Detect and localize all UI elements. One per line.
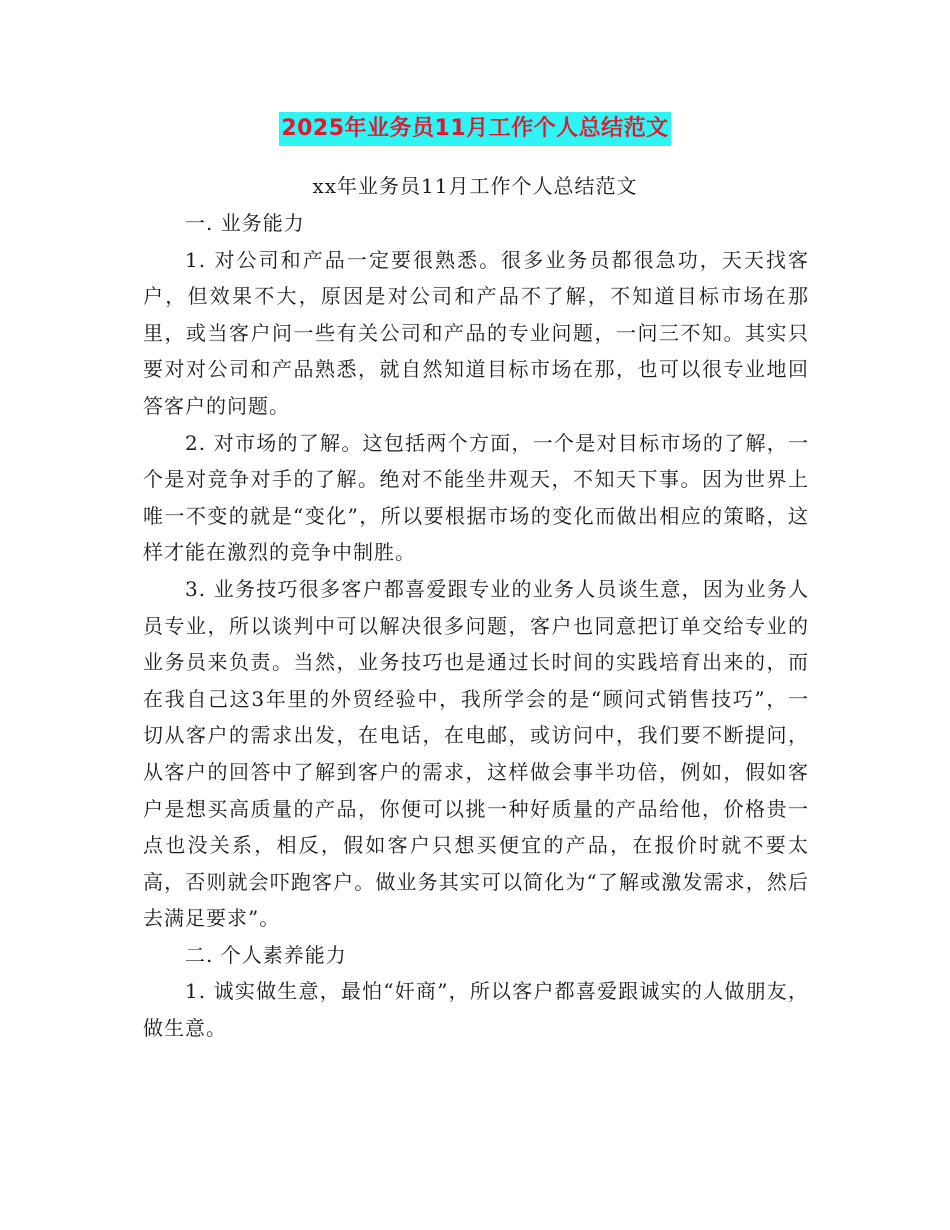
document-body <box>143 205 809 1047</box>
paragraph-company-product: 1. 对公司和产品一定要很熟悉。很多业务员都很急功，天天找客户，但效果不大，原因是对公司和产品不了解，不知道目标市场在那里，或当客户问一些有关公司和产品的专业问题，一问三不知。其实只要对对公司和产品熟悉，就自然知道目标市场在那，也可以很专业地回答客户的问题。 <box>143 247 809 418</box>
section-heading-business-ability: 一. 业务能力 <box>185 211 305 235</box>
paragraph-market-understanding: 2. 对市场的了解。这包括两个方面，一个是对目标市场的了解，一个是对竞争对手的了解。绝对不能坐井观天，不知天下事。因为世界上唯一不变的就是“变化”，所以要根据市场的变化而做出相应的策略，这样才能在激烈的竞争中制胜。 <box>143 430 809 565</box>
paragraph-business-skills: 3. 业务技巧很多客户都喜爱跟专业的业务人员谈生意，因为业务人员专业，所以谈判中可以解决很多问题，客户也同意把订单交给专业的业务员来负责。当然，业务技巧也是通过长时间的实践培育出来的，而在我自己这3年里的外贸经验中，我所学会的是“顾问式销售技巧”，一切从客户的需求出发，在电话，在电邮，或访问中，我们要不断提问，从客户的回答中了解到客户的需求，这样做会事半功倍，例如，假如客户是想买高质量的产品，你便可以挑一种好质量的产品给他，价格贵一点也没关系，相反，假如客户只想买便宜的产品，在报价时就不要太高，否则就会吓跑客户。做业务其实可以简化为“了解或激发需求，然后去满足要求”。 <box>143 576 809 931</box>
paragraph-honesty: 1. 诚实做生意，最怕“奸商”，所以客户都喜爱跟诚实的人做朋友，做生意。 <box>143 979 809 1041</box>
document-title: 2025年业务员11月工作个人总结范文 <box>279 112 670 146</box>
section-heading-personal-quality: 二. 个人素养能力 <box>185 942 347 967</box>
document-subtitle: xx年业务员11月工作个人总结范文 <box>312 174 638 198</box>
title-container <box>0 112 950 146</box>
